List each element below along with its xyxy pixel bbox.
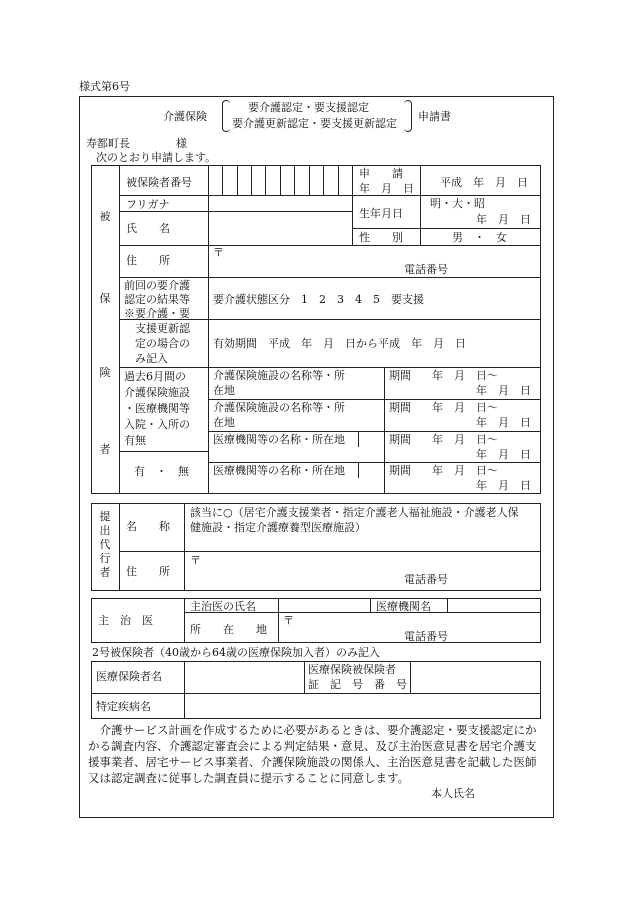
insured-char-2: 保 bbox=[99, 292, 111, 305]
hospital-label-3: ・医療機関等 bbox=[124, 402, 190, 415]
address-phone-label: 電話番号 bbox=[404, 263, 448, 276]
prev-label-5: 定の場合の bbox=[124, 337, 190, 350]
period-to-3[interactable]: 年 月 日 bbox=[476, 448, 531, 461]
name-label: 氏 名 bbox=[126, 222, 170, 235]
birth-era[interactable]: 明・大・昭 bbox=[430, 197, 485, 210]
prev-label-1: 前回の要介護 bbox=[124, 279, 190, 292]
addressee-sama: 様 bbox=[176, 137, 187, 150]
consent-line-4: 又は認定調査に従事した調査員に提示することに同意します。 bbox=[88, 771, 410, 785]
request-text: 次のとおり申請します。 bbox=[96, 151, 217, 164]
insured-char-3: 険 bbox=[99, 366, 111, 379]
birth-date[interactable]: 年 月 日 bbox=[476, 213, 531, 226]
agent-char-2: 出 bbox=[99, 524, 111, 537]
agent-phone-label: 電話番号 bbox=[404, 573, 448, 586]
agent-postal-mark: 〒 bbox=[190, 554, 201, 567]
agent-char-1: 提 bbox=[99, 510, 111, 523]
agent-char-5: 者 bbox=[99, 566, 111, 579]
type2-note: 2号被保険者（40歳から64歳の医療保険加入者）のみ記入 bbox=[92, 646, 380, 659]
insured-char-4: 者 bbox=[99, 443, 111, 456]
period-from-2[interactable]: 年 月 日～ bbox=[432, 401, 498, 414]
facility-name-label-2a: 介護保険施設の名称等・所 bbox=[213, 401, 345, 414]
consent-line-1: 介護サービス計画を作成するために必要があるときは、要介護認定・要支援認定にか bbox=[88, 723, 537, 737]
period-to-1[interactable]: 年 月 日 bbox=[476, 384, 531, 397]
insured-number-label: 被保険者番号 bbox=[126, 176, 192, 189]
title-line1: 要介護認定・要支援認定 bbox=[248, 101, 369, 114]
title-prefix: 介護保険 bbox=[163, 110, 207, 123]
facility-name-label-2b: 在地 bbox=[213, 416, 235, 429]
prev-label-2: 認定の結果等 bbox=[124, 293, 190, 306]
birth-label: 生年月日 bbox=[359, 207, 403, 220]
title-left-bracket bbox=[222, 100, 230, 132]
sex-label: 性 別 bbox=[359, 231, 403, 244]
doctor-postal-mark: 〒 bbox=[283, 614, 294, 627]
facility-name-label-1a: 介護保険施設の名称等・所 bbox=[213, 369, 345, 382]
period-from-4[interactable]: 年 月 日～ bbox=[432, 464, 498, 477]
insured-char-1: 被 bbox=[99, 210, 111, 223]
consent-signature-label: 本人氏名 bbox=[431, 787, 475, 800]
period-label-3: 期間 bbox=[389, 433, 411, 446]
prev-label-6: み記入 bbox=[124, 352, 168, 365]
hospital-label-2: 介護保険施設 bbox=[124, 386, 190, 399]
period-from-3[interactable]: 年 月 日～ bbox=[432, 433, 498, 446]
prev-label-3: ※要介護・要 bbox=[124, 307, 190, 320]
period-label-1: 期間 bbox=[389, 369, 411, 382]
period-label-4: 期間 bbox=[389, 464, 411, 477]
apply-date-label-2: 年 月 日 bbox=[359, 182, 414, 195]
period-from-1[interactable]: 年 月 日～ bbox=[432, 369, 498, 382]
title-suffix: 申請書 bbox=[418, 110, 451, 123]
type2-insurer-label: 医療保険者名 bbox=[96, 670, 162, 683]
doctor-name-label: 主治医の氏名 bbox=[190, 600, 256, 613]
period-to-4[interactable]: 年 月 日 bbox=[476, 479, 531, 492]
period-to-2[interactable]: 年 月 日 bbox=[476, 416, 531, 429]
addressee-mayor: 寿都町長 bbox=[86, 137, 130, 150]
prev-valid-period[interactable]: 有効期間 平成 年 月 日から平成 年 月 日 bbox=[213, 337, 466, 350]
address-postal-mark: 〒 bbox=[213, 246, 224, 259]
medical-name-label-4: 医療機関等の名称・所在地 bbox=[213, 464, 345, 477]
hospital-label-4: 入院・入所の bbox=[124, 418, 190, 431]
type2-card-label-1: 医療保険被保険者 bbox=[308, 663, 396, 676]
doctor-section-label: 主 治 医 bbox=[98, 614, 153, 627]
furigana-label: フリガナ bbox=[126, 198, 170, 211]
type2-disease-label: 特定疾病名 bbox=[96, 700, 151, 713]
title-right-bracket bbox=[404, 100, 412, 132]
agent-char-3: 代 bbox=[99, 538, 111, 551]
prev-care-level[interactable]: 要介護状態区分 1 2 3 4 5 要支援 bbox=[213, 293, 424, 306]
agent-char-4: 行 bbox=[99, 552, 111, 565]
agent-name-label: 名 称 bbox=[126, 520, 170, 533]
title-line2: 要介護更新認定・要支援更新認定 bbox=[232, 117, 397, 130]
hospital-label-1: 過去6月間の bbox=[124, 370, 186, 383]
address-label: 住 所 bbox=[126, 254, 170, 267]
medical-name-label-3: 医療機関等の名称・所在地 bbox=[213, 433, 345, 446]
hospital-yes-no[interactable]: 有 ・ 無 bbox=[134, 465, 189, 478]
apply-date-value[interactable]: 平成 年 月 日 bbox=[440, 176, 528, 189]
sex-value[interactable]: 男 ・ 女 bbox=[452, 231, 507, 244]
agent-note-line1: 該当に○（居宅介護支援業者・指定介護老人福祉施設・介護老人保 bbox=[190, 506, 519, 519]
doctor-address-label: 所 在 地 bbox=[190, 623, 267, 636]
form-number: 様式第6号 bbox=[79, 80, 130, 93]
doctor-phone-label: 電話番号 bbox=[404, 630, 448, 643]
period-label-2: 期間 bbox=[389, 401, 411, 414]
facility-name-label-1b: 在地 bbox=[213, 384, 235, 397]
agent-address-label: 住 所 bbox=[126, 565, 170, 578]
doctor-section bbox=[91, 598, 541, 643]
prev-label-4: 支援更新認 bbox=[124, 322, 190, 335]
hospital-label-5: 有無 bbox=[124, 434, 146, 447]
doctor-institution-label: 医療機関名 bbox=[376, 600, 431, 613]
consent-line-3: 援事業者、居宅サービス事業者、介護保険施設の関係人、主治医意見書を記載した医師 bbox=[88, 755, 537, 769]
apply-date-label-1: 申 請 bbox=[359, 167, 403, 180]
agent-note-line2: 健施設・指定介護療養型医療施設） bbox=[190, 521, 366, 534]
consent-line-2: かる調査内容、介護認定審査会による判定結果・意見、及び主治医意見書を居宅介護支 bbox=[88, 739, 537, 753]
type2-card-label-2: 証 記 号 番 号 bbox=[308, 678, 407, 691]
